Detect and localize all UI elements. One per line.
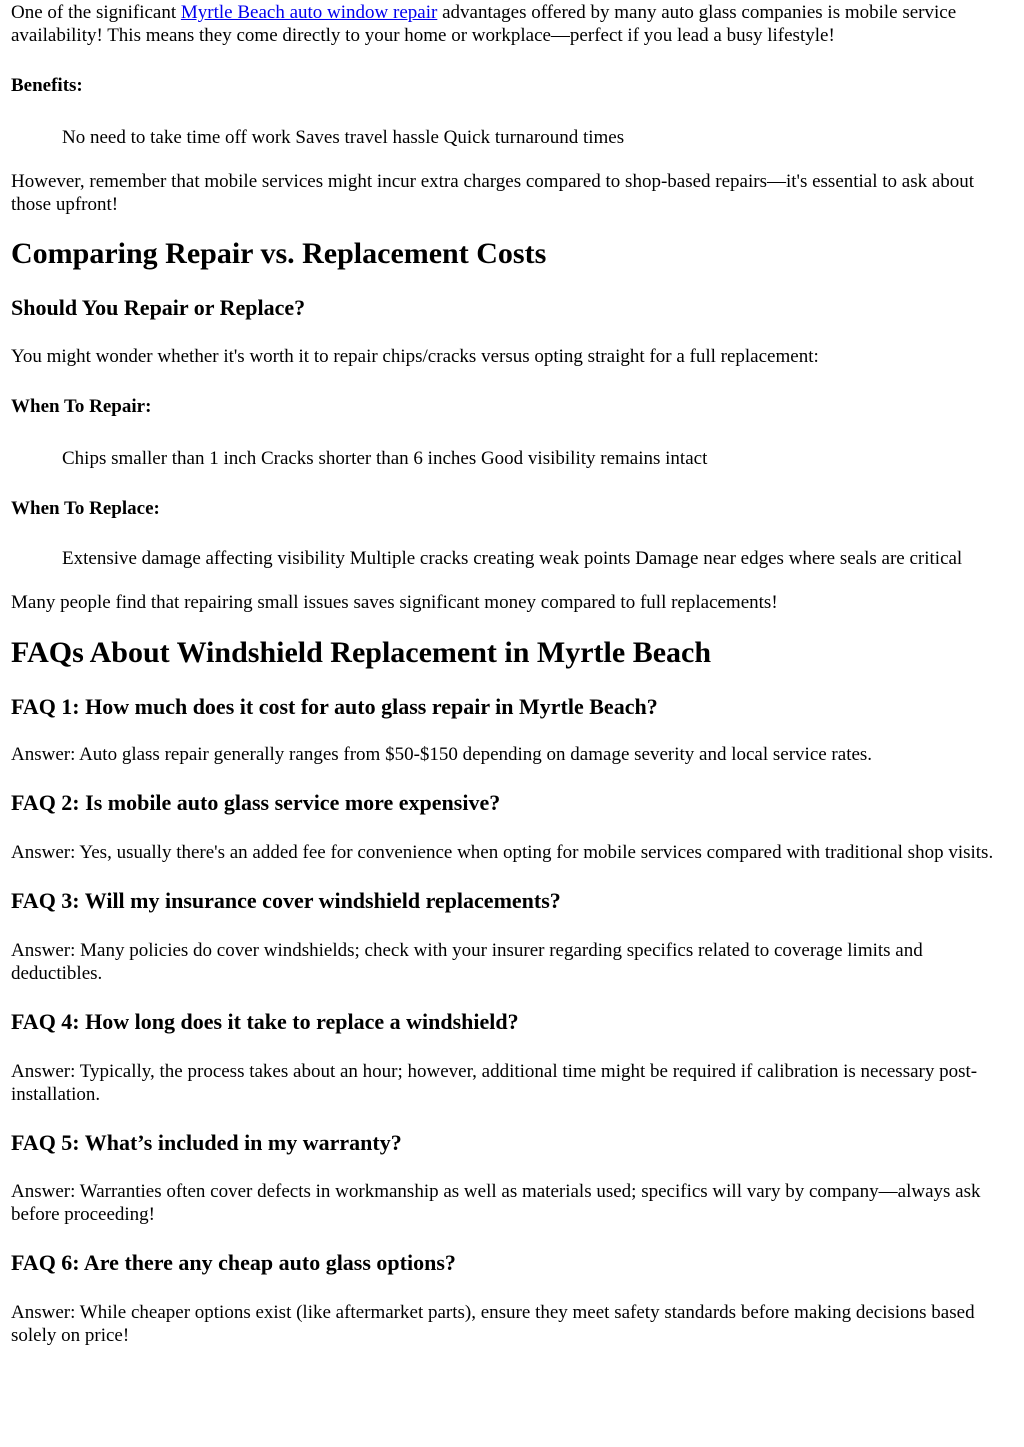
faq-answer: Answer: Typically, the process takes about an hour; however, additional time might be required if calibration is necessary post-installation. xyxy=(11,1061,978,1105)
faq-answer: Answer: Yes, usually there's an added fee for convenience when opting for mobile services compared with traditional shop visits. xyxy=(11,842,994,863)
comparing-intro-paragraph: You might wonder whether it's worth it to repair chips/cracks versus opting straight for a full replacement: xyxy=(11,346,819,367)
intro-text-before-link: One of the significant xyxy=(11,2,181,23)
faq-list xyxy=(11,694,1014,1347)
benefits-label: Benefits: xyxy=(11,75,83,96)
when-to-repair-list: Chips smaller than 1 inch Cracks shorter than 6 inches Good visibility remains intact xyxy=(62,448,708,469)
faq-answer: Answer: Warranties often cover defects in workmanship as well as materials used; specifics will vary by company—always ask before proceeding! xyxy=(11,1181,981,1225)
faq-question: FAQ 3: Will my insurance cover windshield replacements? xyxy=(11,888,561,913)
when-to-replace-list: Extensive damage affecting visibility Multiple cracks creating weak points Damage near edges where seals are critical xyxy=(62,548,963,569)
faq-question: FAQ 5: What’s included in my warranty? xyxy=(11,1130,402,1155)
faq-question: FAQ 4: How long does it take to replace a windshield? xyxy=(11,1009,519,1034)
mobile-note-paragraph: However, remember that mobile services might incur extra charges compared to shop-based repairs—it's essential to ask about those upfront! xyxy=(11,171,975,215)
when-to-repair-label: When To Repair: xyxy=(11,396,152,417)
faq-question: FAQ 6: Are there any cheap auto glass options? xyxy=(11,1250,456,1275)
comparing-conclusion-paragraph: Many people find that repairing small issues saves significant money compared to full replacements! xyxy=(11,592,778,613)
benefits-list: No need to take time off work Saves travel hassle Quick turnaround times xyxy=(62,127,625,148)
faq-answer: Answer: While cheaper options exist (like aftermarket parts), ensure they meet safety standards before making decisions based solely on price! xyxy=(11,1302,975,1346)
faq-answer: Answer: Auto glass repair generally ranges from $50-$150 depending on damage severity and local service rates. xyxy=(11,744,873,765)
when-to-replace-label: When To Replace: xyxy=(11,498,160,519)
faq-question: FAQ 2: Is mobile auto glass service more expensive? xyxy=(11,790,501,815)
intro-text-after-link: advantages offered by many auto glass companies is mobile service availability! This means they come directly to your home or workplace—perfect if you lead a busy lifestyle! xyxy=(11,2,957,46)
comparing-heading: Comparing Repair vs. Replacement Costs xyxy=(11,237,547,270)
faqs-heading: FAQs About Windshield Replacement in Myrtle Beach xyxy=(11,636,712,669)
document-page xyxy=(0,1,1024,1347)
faq-answer: Answer: Many policies do cover windshields; check with your insurer regarding specifics related to coverage limits and deductibles. xyxy=(11,940,923,984)
repair-or-replace-subheading: Should You Repair or Replace? xyxy=(11,295,306,320)
myrtle-beach-auto-window-repair-link[interactable]: Myrtle Beach auto window repair xyxy=(180,2,438,23)
faq-question: FAQ 1: How much does it cost for auto glass repair in Myrtle Beach? xyxy=(11,694,658,719)
intro-paragraph xyxy=(11,1,1014,47)
